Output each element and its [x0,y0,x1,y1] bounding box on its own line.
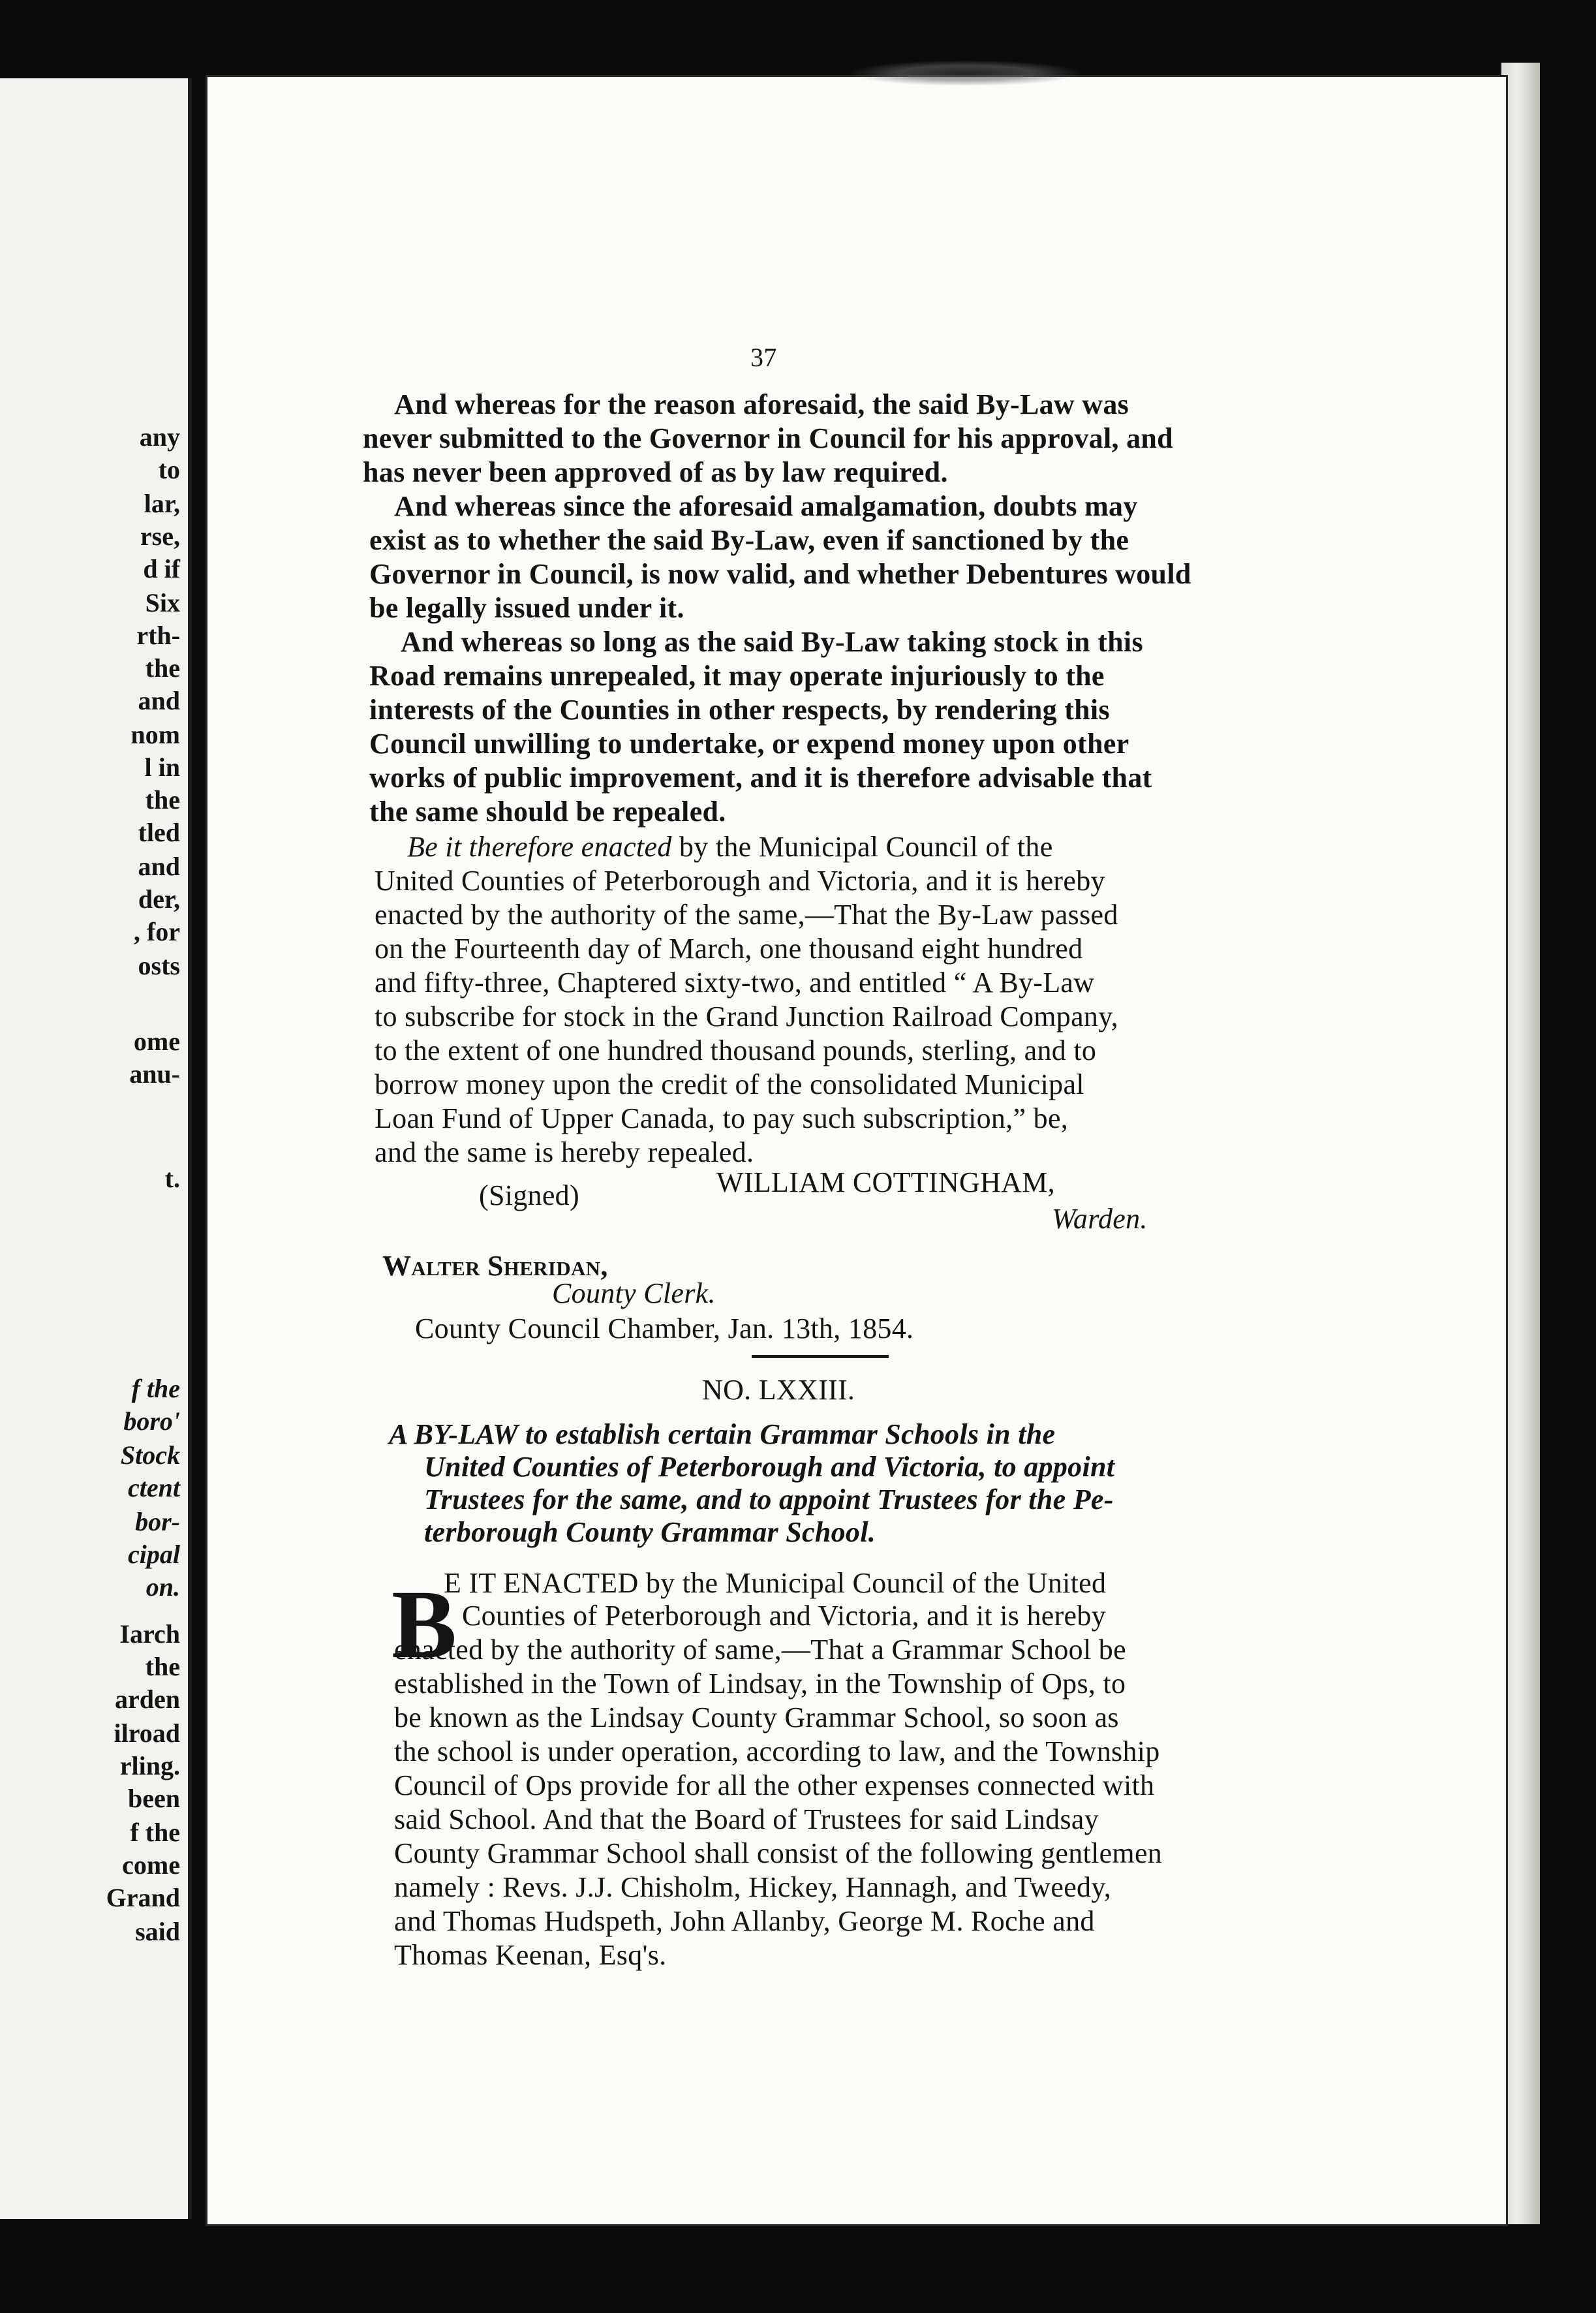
left-page-fragment: the [145,785,180,815]
previous-page-fragment [0,78,192,2219]
left-page-fragment: been [128,1784,180,1813]
clerk-name: Walter Sheridan, [382,1250,608,1282]
para2-line-4: be legally issued under it. [369,592,684,624]
left-page-fragment: and [138,852,180,881]
para4-line-1 [407,833,1053,862]
para1-line-2: never submitted to the Governor in Council for his approval, and [363,422,1173,454]
bylaw-number: NO. LXXIII. [702,1374,855,1406]
left-page-fragment: said [135,1917,180,1946]
left-page-fragment: rling. [119,1751,180,1780]
left-page-fragment: boro' [123,1406,180,1436]
left-page-fragment: the [145,1652,180,1681]
para4-line-4: on the Fourteenth day of March, one thousand eight hundred [375,933,1083,965]
drop-cap: B [391,1570,457,1679]
left-page-fragment: f the [131,1374,180,1403]
left-page-fragment: der, [138,884,180,914]
signed-label: (Signed) [479,1179,579,1211]
final-line-2: Counties of Peterborough and Victoria, and it is hereby [462,1600,1106,1632]
left-page-fragment: anu- [129,1059,180,1089]
left-page-fragment: tled [138,818,180,847]
para1-line-1: And whereas for the reason aforesaid, the said By-Law was [394,388,1129,420]
left-page-fragment: to [158,455,180,484]
para4-line-10: and the same is hereby repealed. [375,1136,754,1168]
left-page-fragment: Six [145,588,180,617]
page-number: 37 [750,343,777,372]
left-page-fragment: come [122,1850,180,1880]
left-page-fragment: Stock [120,1440,180,1470]
para3-line-1: And whereas so long as the said By-Law taking stock in this [401,626,1143,658]
left-page-fragment: bor- [135,1507,180,1536]
left-page-fragment: any [139,422,180,452]
warden-title: Warden. [1052,1203,1148,1235]
final-line-4: established in the Town of Lindsay, in the Township of Ops, to [394,1668,1126,1700]
page-edge [1501,63,1540,2224]
final-line-3: enacted by the authority of same,—That a Grammar School be [394,1634,1126,1666]
para2-line-1: And whereas since the aforesaid amalgamation, doubts may [394,490,1138,522]
final-line-9: County Grammar School shall consist of the following gentlemen [394,1837,1163,1869]
left-page-fragment: on. [146,1572,180,1602]
left-page-fragment: Grand [106,1883,180,1912]
para3-line-4: Council unwilling to undertake, or expend money upon other [369,728,1129,760]
para3-line-5: works of public improvement, and it is therefore advisable that [369,762,1152,794]
left-page-fragment: Iarch [119,1619,180,1649]
para2-line-3: Governor in Council, is now valid, and whether Debentures would [369,558,1191,590]
bylaw-title-line-3: Trustees for the same, and to appoint Trustees for the Pe- [424,1483,1114,1515]
bylaw-title-line-4: terborough County Grammar School. [424,1516,876,1548]
para4-line-5: and fifty-three, Chaptered sixty-two, and entitled “ A By-Law [375,967,1095,999]
chamber-date: County Council Chamber, Jan. 13th, 1854. [415,1312,914,1344]
section-rule [752,1355,889,1358]
para4-line-2: United Counties of Peterborough and Victoria, and it is hereby [375,865,1105,897]
para4-line-6: to subscribe for stock in the Grand Junction Railroad Company, [375,1001,1118,1032]
left-page-fragment: and [138,686,180,715]
left-page-fragment: rse, [140,521,180,551]
left-page-fragment: d if [143,554,180,583]
para3-line-3: interests of the Counties in other respects, by rendering this [369,694,1110,726]
left-page-fragment: cipal [128,1540,180,1569]
para4-line-3: enacted by the authority of the same,—That the By-Law passed [375,899,1118,931]
final-line-7: Council of Ops provide for all the other expenses connected with [394,1769,1155,1801]
final-line-11: and Thomas Hudspeth, John Allanby, George M. Roche and [394,1905,1095,1937]
left-page-fragment: rth- [136,621,180,650]
left-page-fragment: f the [130,1818,180,1847]
bylaw-title-line-1: A BY-LAW to establish certain Grammar Schools in the [389,1418,1056,1450]
left-page-fragment: the [145,653,180,683]
para4-line-7: to the extent of one hundred thousand pounds, sterling, and to [375,1034,1097,1066]
para3-line-6: the same should be repealed. [369,796,726,828]
enact-intro: Be it therefore enacted [407,831,672,863]
left-page-fragment: lar, [144,489,180,518]
final-line-6: the school is under operation, according to law, and the Township [394,1735,1160,1767]
para3-line-2: Road remains unrepealed, it may operate injuriously to the [369,660,1105,692]
para4-line-1-rest: by the Municipal Council of the [671,831,1053,863]
left-page-fragment: l in [144,753,180,782]
left-page-fragment: , for [133,917,180,946]
para2-line-2: exist as to whether the said By-Law, even if sanctioned by the [369,524,1129,556]
final-line-1: E IT ENACTED by the Municipal Council of the United [444,1567,1107,1599]
final-line-5: be known as the Lindsay County Grammar School, so soon as [394,1701,1119,1733]
warden-name: WILLIAM COTTINGHAM, [716,1166,1055,1198]
para4-line-8: borrow money upon the credit of the consolidated Municipal [375,1068,1084,1100]
para4-line-9: Loan Fund of Upper Canada, to pay such subscription,” be, [375,1102,1069,1134]
left-page-fragment: ctent [128,1473,180,1502]
left-page-fragment: osts [138,951,180,980]
final-line-12: Thomas Keenan, Esq's. [394,1939,667,1971]
left-page-fragment: ome [133,1027,180,1056]
left-page-fragment: ilroad [114,1718,180,1748]
left-page-fragment: nom [130,720,180,749]
bylaw-title-line-2: United Counties of Peterborough and Victoria, to appoint [424,1451,1115,1483]
left-page-fragment: t. [164,1164,180,1193]
left-page-fragment: arden [115,1684,180,1714]
final-line-8: said School. And that the Board of Trustees for said Lindsay [394,1803,1099,1835]
para1-line-3: has never been approved of as by law required. [363,456,948,488]
final-line-10: namely : Revs. J.J. Chisholm, Hickey, Hannagh, and Tweedy, [394,1871,1112,1903]
clerk-title: County Clerk. [552,1277,716,1309]
top-ink-mark [848,60,1083,86]
